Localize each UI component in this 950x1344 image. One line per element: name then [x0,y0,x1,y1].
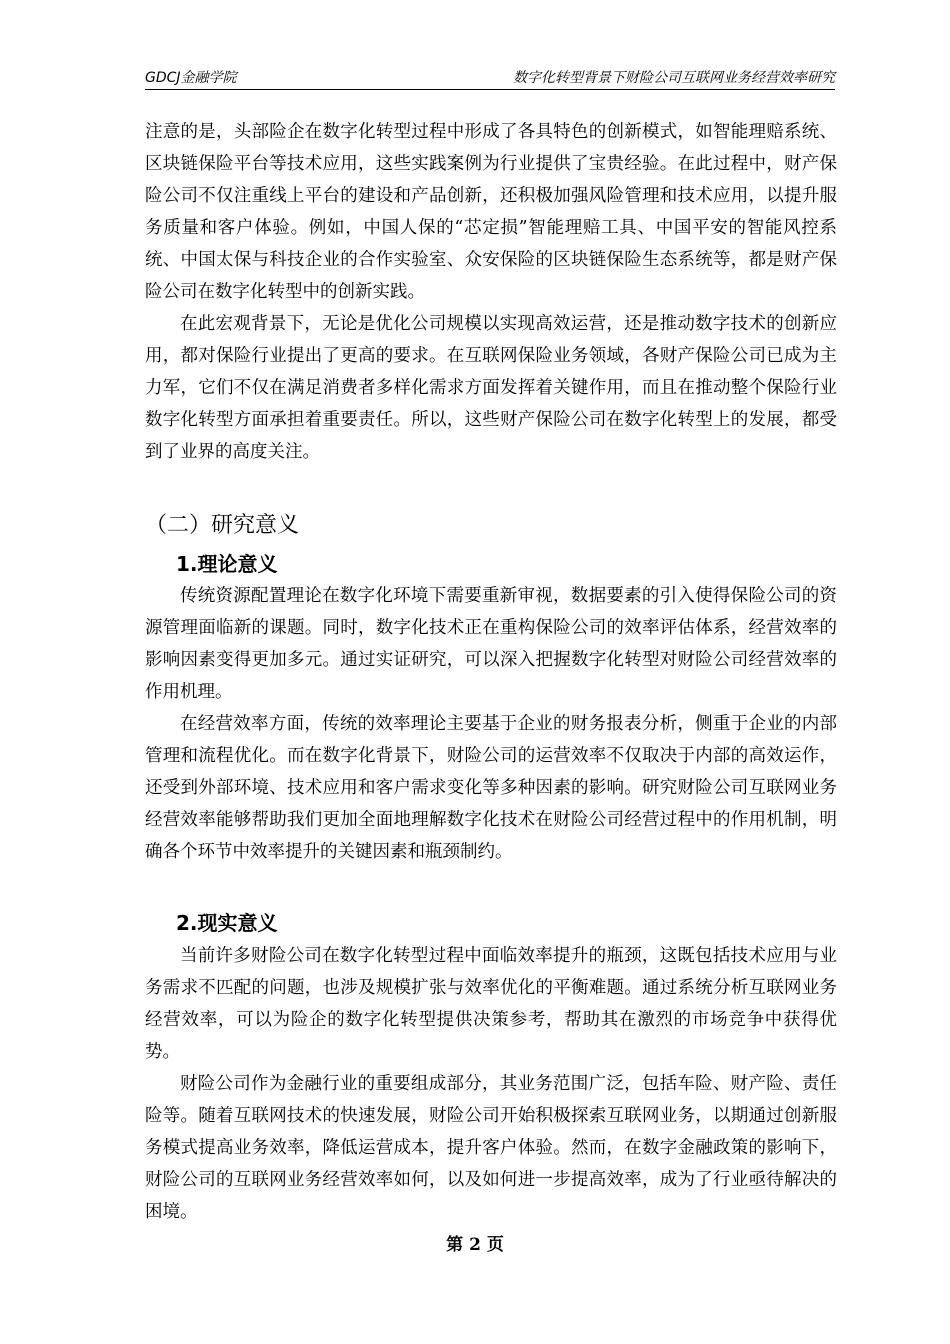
paragraph: 在此宏观背景下，无论是优化公司规模以实现高效运营，还是推动数字技术的创新应用，都对保险行业提出了更高的要求。在互联网保险业务领域，各财产保险公司已成为主力军，它们不仅在满足消费者多样化需求方面发挥着关键作用，而且在推动整个保险行业数字化转型方面承担着重要责任。所以，这些财产保险公司在数字化转型上的发展，都受到了业界的高度关注。 [145,314,837,462]
paragraph: 注意的是，头部险企在数字化转型过程中形成了各具特色的创新模式，如智能理赔系统、区块链保险平台等技术应用，这些实践案例为行业提供了宝贵经验。在此过程中，财产保险公司不仅注重线上平台的建设和产品创新，还积极加强风险管理和技术应用，以提升服务质量和客户体验。例如，中国人保的“芯定损”智能理赔工具、中国平安的智能风控系统、中国太保与科技企业的合作实验室、众安保险的区块链保险生态系统等，都是财产保险公司在数字化转型中的创新实践。 [145,122,837,302]
paragraph: 传统资源配置理论在数字化环境下需要重新审视，数据要素的引入使得保险公司的资源管理面临新的课题。同时，数字化技术正在重构保险公司的效率评估体系，经营效率的影响因素变得更加多元。通过实证研究，可以深入把握数字化转型对财险公司经营效率的作用机理。 [145,586,837,702]
theory-section-body [145,580,837,868]
practice-section-body [145,940,837,1228]
intro-continuation [145,116,837,468]
subsection-heading-practice: 2.现实意义 [176,911,278,935]
header-thesis-title: 数字化转型背景下财险公司互联网业务经营效率研究 [513,70,835,86]
paragraph: 在经营效率方面，传统的效率理论主要基于企业的财务报表分析，侧重于企业的内部管理和流程优化。而在数字化背景下，财险公司的运营效率不仅取决于内部的高效运作，还受到外部环境、技术应用和客户需求变化等多种因素的影响。研究财险公司互联网业务经营效率能够帮助我们更加全面地理解数字化技术在财险公司经营过程中的作用机制，明确各个环节中效率提升的关键因素和瓶颈制约。 [145,714,837,862]
subsection-heading-theory: 1.理论意义 [176,552,278,576]
page-number: 第 2 页 [446,1235,504,1255]
paragraph: 财险公司作为金融行业的重要组成部分，其业务范围广泛，包括车险、财产险、责任险等。随着互联网技术的快速发展，财险公司开始积极探索互联网业务，以期通过创新服务模式提高业务效率，降低运营成本，提升客户体验。然而，在数字金融政策的影响下，财险公司的互联网业务经营效率如何，以及如何进一步提高效率，成为了行业亟待解决的困境。 [145,1074,837,1222]
header-divider [145,89,835,90]
page-header [145,64,835,88]
paragraph: 当前许多财险公司在数字化转型过程中面临效率提升的瓶颈，这既包括技术应用与业务需求不匹配的问题，也涉及规模扩张与效率优化的平衡难题。通过系统分析互联网业务经营效率，可以为险企的数字化转型提供决策参考，帮助其在激烈的市场竞争中获得优势。 [145,946,837,1062]
section-heading: （二）研究意义 [145,513,300,538]
header-institution: GDCJ金融学院 [145,70,237,86]
